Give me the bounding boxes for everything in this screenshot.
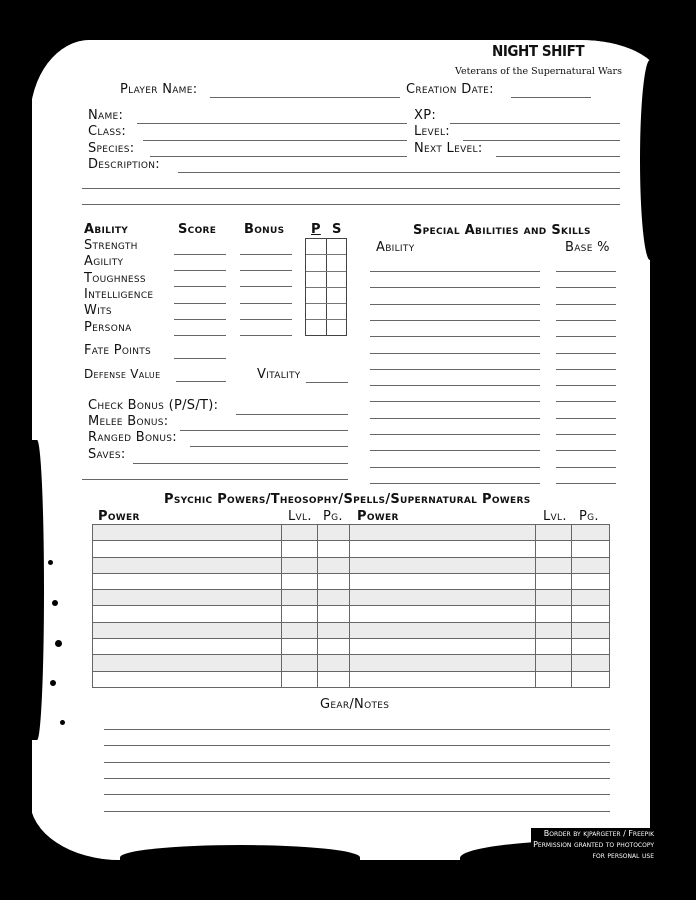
power-pg-cell[interactable] bbox=[317, 590, 350, 606]
power-pg-cell[interactable] bbox=[317, 622, 350, 638]
power-pg-cell-2[interactable] bbox=[572, 557, 610, 573]
species-field[interactable] bbox=[150, 156, 407, 157]
power-pg-cell[interactable] bbox=[317, 655, 350, 671]
power-row bbox=[93, 573, 610, 589]
skill-ability-field[interactable] bbox=[370, 385, 540, 386]
power-row bbox=[93, 590, 610, 606]
power-name-cell-2[interactable] bbox=[350, 655, 536, 671]
persona-score-field[interactable] bbox=[174, 335, 226, 336]
name-label: Name: bbox=[88, 108, 124, 123]
power-name-cell[interactable] bbox=[93, 557, 282, 573]
xp-label: XP: bbox=[414, 108, 437, 123]
agility-score-field[interactable] bbox=[174, 270, 226, 271]
skill-ability-field[interactable] bbox=[370, 434, 540, 435]
saves-label: Saves: bbox=[88, 447, 126, 462]
credits-line-1: Border by kjpargeter / Freepik bbox=[543, 829, 654, 838]
skill-base-field[interactable] bbox=[556, 385, 616, 386]
credits-line-3: for personal use bbox=[592, 851, 654, 860]
player-name-field[interactable] bbox=[210, 97, 400, 98]
power-pg-cell[interactable] bbox=[317, 573, 350, 589]
skill-base-field[interactable] bbox=[556, 304, 616, 305]
ability-intelligence-label: Intelligence bbox=[84, 287, 154, 302]
power-lvl-cell[interactable] bbox=[281, 671, 317, 687]
credits-line-2: Permission granted to photocopy bbox=[533, 840, 654, 849]
wits-bonus-field[interactable] bbox=[240, 319, 292, 320]
power-pg-cell-2[interactable] bbox=[572, 541, 610, 557]
power-lvl-cell[interactable] bbox=[281, 590, 317, 606]
power-pg-cell-2[interactable] bbox=[572, 606, 610, 622]
skill-base-field[interactable] bbox=[556, 483, 616, 484]
power-lvl-cell-2[interactable] bbox=[536, 622, 572, 638]
wits-score-field[interactable] bbox=[174, 319, 226, 320]
power-name-cell-2[interactable] bbox=[350, 622, 536, 638]
ps-row[interactable] bbox=[306, 288, 346, 304]
skills-ability-header: Ability bbox=[376, 240, 415, 255]
power-pg-cell-2[interactable] bbox=[572, 655, 610, 671]
creation-date-label: Creation Date: bbox=[406, 82, 494, 97]
game-subtitle: Veterans of the Supernatural Wars bbox=[455, 66, 622, 77]
powers-title: Psychic Powers/Theosophy/Spells/Supernatural Powers bbox=[164, 492, 531, 507]
grunge-bottom-2 bbox=[120, 845, 360, 870]
skill-ability-field[interactable] bbox=[370, 450, 540, 451]
power-name-cell[interactable] bbox=[93, 606, 282, 622]
powers-table bbox=[92, 524, 610, 688]
melee-bonus-field[interactable] bbox=[180, 430, 348, 431]
fate-points-field[interactable] bbox=[174, 358, 226, 359]
ps-row[interactable] bbox=[306, 320, 346, 336]
power-name-cell-2[interactable] bbox=[350, 606, 536, 622]
power-row bbox=[93, 606, 610, 622]
skill-ability-field[interactable] bbox=[370, 483, 540, 484]
ps-checkbox-grid[interactable] bbox=[305, 238, 347, 336]
power-lvl-cell-2[interactable] bbox=[536, 541, 572, 557]
power-name-cell-2[interactable] bbox=[350, 557, 536, 573]
skill-ability-field[interactable] bbox=[370, 271, 540, 272]
p-header: P bbox=[311, 222, 321, 237]
ability-agility-label: Agility bbox=[84, 254, 124, 269]
power-lvl-cell-2[interactable] bbox=[536, 606, 572, 622]
power-pg-cell-2[interactable] bbox=[572, 639, 610, 655]
creation-date-field[interactable] bbox=[511, 97, 591, 98]
skill-ability-field[interactable] bbox=[370, 287, 540, 288]
skills-title: Special Abilities and Skills bbox=[413, 223, 591, 238]
description-line-3[interactable] bbox=[82, 204, 620, 205]
ability-header: Ability bbox=[84, 222, 129, 237]
power-lvl-cell[interactable] bbox=[281, 525, 317, 541]
power-lvl-cell-2[interactable] bbox=[536, 590, 572, 606]
gear-title: Gear/Notes bbox=[320, 697, 390, 712]
toughness-bonus-field[interactable] bbox=[240, 286, 292, 287]
strength-bonus-field[interactable] bbox=[240, 254, 292, 255]
power-name-cell[interactable] bbox=[93, 525, 282, 541]
bonus-header: Bonus bbox=[244, 222, 285, 237]
power-name-cell[interactable] bbox=[93, 590, 282, 606]
power-lvl-cell-2[interactable] bbox=[536, 671, 572, 687]
power-lvl-cell[interactable] bbox=[281, 606, 317, 622]
power-lvl-cell-2[interactable] bbox=[536, 557, 572, 573]
power-row bbox=[93, 671, 610, 687]
power-pg-cell[interactable] bbox=[317, 525, 350, 541]
defense-value-label: Defense Value bbox=[84, 367, 161, 381]
power-row bbox=[93, 541, 610, 557]
skill-ability-field[interactable] bbox=[370, 401, 540, 402]
power-pg-cell-2[interactable] bbox=[572, 590, 610, 606]
next-level-field[interactable] bbox=[496, 156, 620, 157]
power-lvl-cell-2[interactable] bbox=[536, 573, 572, 589]
power-name-cell[interactable] bbox=[93, 541, 282, 557]
gear-note-line[interactable] bbox=[104, 729, 610, 730]
skill-base-field[interactable] bbox=[556, 271, 616, 272]
power-lvl-cell[interactable] bbox=[281, 573, 317, 589]
description-line-2[interactable] bbox=[82, 188, 620, 189]
power-lvl-cell-2[interactable] bbox=[536, 639, 572, 655]
skill-base-field[interactable] bbox=[556, 450, 616, 451]
ranged-bonus-field[interactable] bbox=[190, 446, 348, 447]
powers-col-power-2: Power bbox=[357, 509, 399, 524]
check-bonus-field[interactable] bbox=[236, 414, 348, 415]
gear-note-line[interactable] bbox=[104, 745, 610, 746]
power-row bbox=[93, 622, 610, 638]
halftone-dot bbox=[52, 600, 58, 606]
powers-col-lvl-2: Lvl. bbox=[543, 509, 567, 524]
power-row bbox=[93, 525, 610, 541]
gear-note-line[interactable] bbox=[104, 811, 610, 812]
skill-ability-field[interactable] bbox=[370, 336, 540, 337]
level-field[interactable] bbox=[463, 140, 620, 141]
skill-base-field[interactable] bbox=[556, 401, 616, 402]
power-pg-cell-2[interactable] bbox=[572, 573, 610, 589]
grunge-top bbox=[150, 0, 630, 22]
fate-points-label: Fate Points bbox=[84, 343, 152, 358]
powers-col-pg-2: Pg. bbox=[579, 509, 599, 524]
xp-field[interactable] bbox=[450, 123, 620, 124]
s-header: S bbox=[332, 222, 342, 237]
skill-ability-field[interactable] bbox=[370, 304, 540, 305]
power-name-cell-2[interactable] bbox=[350, 573, 536, 589]
class-field[interactable] bbox=[143, 140, 407, 141]
ability-persona-label: Persona bbox=[84, 320, 132, 335]
power-name-cell-2[interactable] bbox=[350, 671, 536, 687]
halftone-dot bbox=[50, 680, 56, 686]
power-pg-cell[interactable] bbox=[317, 541, 350, 557]
skill-ability-field[interactable] bbox=[370, 369, 540, 370]
powers-col-power: Power bbox=[98, 509, 140, 524]
halftone-dot bbox=[55, 640, 62, 647]
ranged-bonus-label: Ranged Bonus: bbox=[88, 430, 177, 445]
ability-strength-label: Strength bbox=[84, 238, 138, 253]
powers-col-lvl: Lvl. bbox=[288, 509, 312, 524]
game-title: NIGHT SHIFT bbox=[492, 42, 585, 60]
player-name-label: Player Name: bbox=[120, 82, 198, 97]
toughness-score-field[interactable] bbox=[174, 286, 226, 287]
power-lvl-cell-2[interactable] bbox=[536, 525, 572, 541]
ps-row[interactable] bbox=[306, 272, 346, 288]
power-lvl-cell[interactable] bbox=[281, 622, 317, 638]
defense-value-field[interactable] bbox=[176, 381, 226, 382]
power-row bbox=[93, 557, 610, 573]
description-field[interactable] bbox=[178, 172, 620, 173]
power-name-cell-2[interactable] bbox=[350, 525, 536, 541]
grunge-left bbox=[0, 0, 32, 900]
halftone-dot bbox=[48, 560, 53, 565]
power-row bbox=[93, 655, 610, 671]
power-lvl-cell-2[interactable] bbox=[536, 655, 572, 671]
grunge-left-2 bbox=[30, 440, 44, 740]
gear-note-line[interactable] bbox=[104, 762, 610, 763]
class-label: Class: bbox=[88, 124, 127, 139]
skill-base-field[interactable] bbox=[556, 353, 616, 354]
powers-col-pg: Pg. bbox=[323, 509, 343, 524]
power-name-cell-2[interactable] bbox=[350, 639, 536, 655]
power-name-cell[interactable] bbox=[93, 622, 282, 638]
power-pg-cell-2[interactable] bbox=[572, 525, 610, 541]
check-bonus-label: Check Bonus (P/S/T): bbox=[88, 398, 219, 413]
intelligence-bonus-field[interactable] bbox=[240, 303, 292, 304]
level-label: Level: bbox=[414, 124, 450, 139]
power-name-cell[interactable] bbox=[93, 671, 282, 687]
skills-base-header: Base % bbox=[565, 240, 610, 255]
power-pg-cell[interactable] bbox=[317, 557, 350, 573]
persona-bonus-field[interactable] bbox=[240, 335, 292, 336]
power-pg-cell[interactable] bbox=[317, 639, 350, 655]
next-level-label: Next Level: bbox=[414, 141, 483, 156]
ps-row[interactable] bbox=[306, 255, 346, 271]
strength-score-field[interactable] bbox=[174, 254, 226, 255]
ps-row[interactable] bbox=[306, 304, 346, 320]
skill-ability-field[interactable] bbox=[370, 467, 540, 468]
power-row bbox=[93, 639, 610, 655]
skill-ability-field[interactable] bbox=[370, 353, 540, 354]
grunge-right-2 bbox=[640, 60, 660, 260]
skill-base-field[interactable] bbox=[556, 418, 616, 419]
score-header: Score bbox=[178, 222, 217, 237]
agility-bonus-field[interactable] bbox=[240, 270, 292, 271]
saves-line-2[interactable] bbox=[82, 479, 348, 480]
power-pg-cell-2[interactable] bbox=[572, 622, 610, 638]
gear-note-line[interactable] bbox=[104, 794, 610, 795]
power-lvl-cell[interactable] bbox=[281, 655, 317, 671]
power-lvl-cell[interactable] bbox=[281, 639, 317, 655]
power-pg-cell-2[interactable] bbox=[572, 671, 610, 687]
power-lvl-cell[interactable] bbox=[281, 557, 317, 573]
saves-field[interactable] bbox=[133, 463, 348, 464]
skill-base-field[interactable] bbox=[556, 287, 616, 288]
skill-base-field[interactable] bbox=[556, 336, 616, 337]
intelligence-score-field[interactable] bbox=[174, 303, 226, 304]
gear-note-line[interactable] bbox=[104, 778, 610, 779]
skill-base-field[interactable] bbox=[556, 369, 616, 370]
vitality-label: Vitality bbox=[257, 367, 301, 382]
halftone-dot bbox=[60, 720, 65, 725]
ability-toughness-label: Toughness bbox=[84, 271, 146, 286]
skill-base-field[interactable] bbox=[556, 467, 616, 468]
skill-base-field[interactable] bbox=[556, 434, 616, 435]
power-pg-cell[interactable] bbox=[317, 671, 350, 687]
ability-wits-label: Wits bbox=[84, 303, 112, 318]
name-field[interactable] bbox=[137, 123, 407, 124]
species-label: Species: bbox=[88, 141, 135, 156]
skill-ability-field[interactable] bbox=[370, 418, 540, 419]
power-lvl-cell[interactable] bbox=[281, 541, 317, 557]
power-name-cell-2[interactable] bbox=[350, 590, 536, 606]
power-name-cell-2[interactable] bbox=[350, 541, 536, 557]
credits bbox=[531, 828, 656, 861]
vitality-field[interactable] bbox=[306, 382, 348, 383]
skill-base-field[interactable] bbox=[556, 320, 616, 321]
melee-bonus-label: Melee Bonus: bbox=[88, 414, 169, 429]
power-name-cell[interactable] bbox=[93, 573, 282, 589]
skill-ability-field[interactable] bbox=[370, 320, 540, 321]
power-name-cell[interactable] bbox=[93, 639, 282, 655]
description-label: Description: bbox=[88, 157, 160, 172]
ps-row[interactable] bbox=[306, 239, 346, 255]
power-name-cell[interactable] bbox=[93, 655, 282, 671]
power-pg-cell[interactable] bbox=[317, 606, 350, 622]
